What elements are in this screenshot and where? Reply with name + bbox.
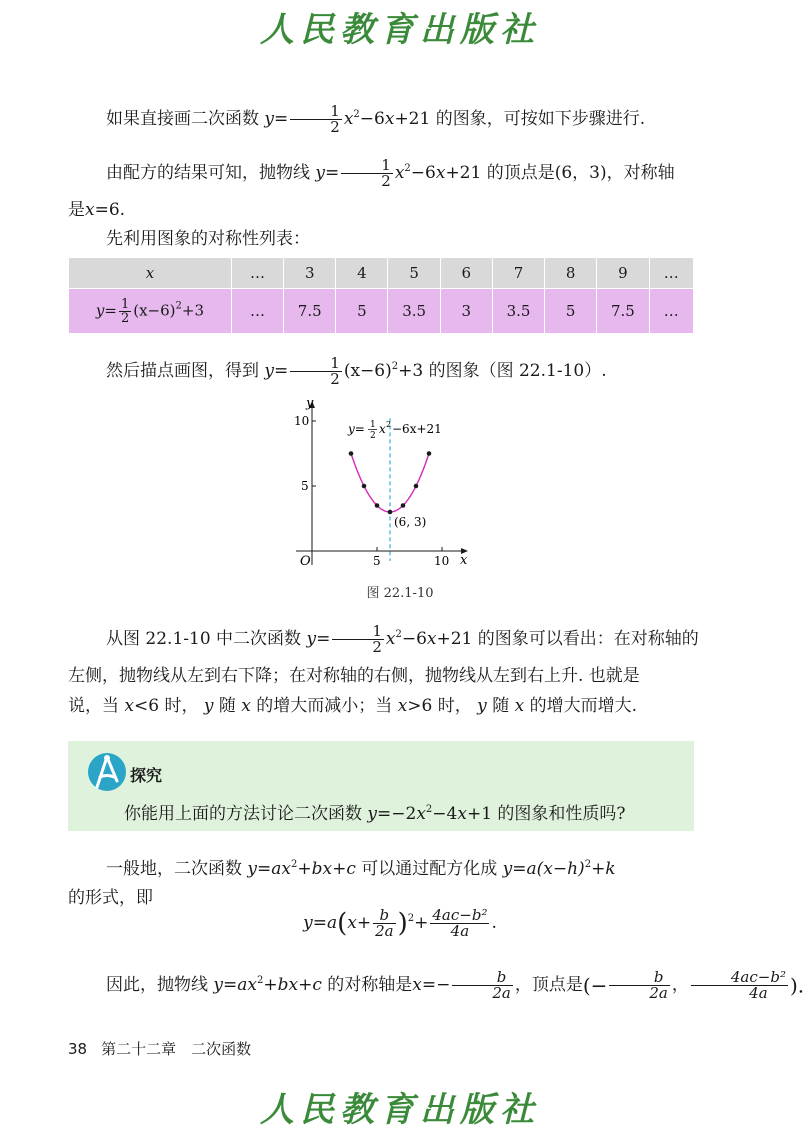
p7-comma: ，: [671, 975, 689, 995]
paragraph-7: [68, 968, 804, 1002]
table-cell: …: [231, 289, 283, 334]
table-cell: 5: [388, 258, 440, 289]
formula-close: ): [397, 908, 408, 939]
p7-f2-num: b: [609, 970, 670, 986]
p5-l3-x4: x: [514, 696, 525, 716]
table-cell: 3.5: [388, 289, 440, 334]
p2-text-after: 的顶点是(6，3)，对称轴: [486, 163, 675, 183]
p7-f3-num: 4ac−b²: [691, 970, 788, 986]
paragraph-2: [68, 158, 698, 189]
row-label-rest: (x−6): [133, 301, 176, 319]
table-cell: …: [231, 258, 283, 289]
p7-a2: y=ax: [213, 975, 257, 995]
p4-text-after: 的图象（图 22.1-10）.: [428, 361, 607, 381]
p7-f1-den: 2a: [492, 984, 511, 1002]
explore-text-before: 你能用上面的方法讨论二次函数: [124, 804, 362, 824]
value-table: [68, 257, 694, 334]
page-footer: [68, 1038, 251, 1059]
compass-icon: [86, 751, 128, 793]
p1-text-before: 如果直接画二次函数: [106, 109, 259, 129]
p7-frac-1: [452, 970, 513, 1001]
p5-text-before: 从图 22.1-10 中二次函数: [106, 629, 302, 649]
formula-f2-den: 4a: [450, 922, 470, 940]
p2-frac-num: 1: [341, 158, 393, 174]
explore-eq: =−2: [377, 804, 417, 824]
table-cell: 4: [336, 258, 388, 289]
p5-l3-e: >6 时，: [407, 696, 472, 716]
data-point: [401, 503, 406, 508]
p4-frac-den: 2: [330, 370, 340, 388]
formula-frac-2: [430, 908, 489, 939]
table-cell: 3: [440, 289, 492, 334]
row-label-fraction: [119, 298, 131, 325]
data-point: [375, 503, 380, 508]
p5-l3-c: 随: [218, 696, 236, 716]
p2-term: −6: [410, 163, 436, 183]
p6-a1: 一般地，二次函数: [106, 859, 242, 879]
p2-text-before: 由配方的结果可知，抛物线: [106, 163, 310, 183]
table-cell: 7.5: [284, 289, 336, 334]
p5-l3-x2: x: [241, 696, 251, 716]
p4-mid: (x−6): [343, 361, 392, 381]
x-tick-label: 5: [373, 554, 381, 568]
p7-a4: 的对称轴是: [327, 975, 413, 995]
formula-f1-num: b: [373, 908, 396, 924]
explore-question: [124, 799, 626, 824]
data-point: [349, 451, 354, 456]
p5-frac-num: 1: [332, 624, 384, 640]
p5-var-x: x: [385, 629, 396, 649]
p4-tail: +3: [398, 361, 424, 381]
p5-l3-d: 的增大而减小；当: [256, 696, 393, 716]
x-axis-label: x: [460, 553, 468, 568]
p7-a5: x=−: [412, 975, 451, 995]
p6-a2-exp: 2: [290, 859, 298, 870]
table-cell: 3.5: [492, 289, 544, 334]
formula-y: y: [303, 913, 313, 933]
p2-frac-den: 2: [381, 172, 391, 190]
p7-close: ).: [789, 973, 804, 998]
explore-exp: 2: [425, 804, 433, 815]
publisher-logo-bottom: 人民教育出版社: [260, 1090, 540, 1130]
p4-frac-num: 1: [290, 356, 342, 372]
p5-l3-f: 随: [492, 696, 510, 716]
explore-tail: +1: [466, 804, 493, 824]
p7-f3-den: 4a: [749, 984, 768, 1002]
paragraph-6: [68, 858, 698, 880]
p5-l3-a: 说，当: [68, 696, 119, 716]
formula-plus: +: [356, 913, 372, 933]
curve-label-tail: −6x+21: [392, 422, 442, 436]
p7-a3: +bx+c: [263, 975, 322, 995]
formula-frac-1: [373, 908, 396, 939]
p2-var-x2: x: [435, 163, 446, 183]
explore-text-after: 的图象和性质吗?: [497, 804, 626, 824]
paragraph-2-line-2: [68, 199, 698, 221]
p7-f2-den: 2a: [649, 984, 668, 1002]
table-cell: 6: [440, 258, 492, 289]
curve-label-frac-den: 2: [370, 431, 376, 441]
p6-a3: +bx+c: [297, 859, 356, 879]
p7-a6: ，顶点是: [514, 975, 583, 995]
explore-var-y: y: [367, 804, 378, 824]
p1-const: +21: [394, 109, 431, 129]
p4-var-y: y: [264, 361, 275, 381]
p5-var-x2: x: [426, 629, 437, 649]
p5-text-after: 的图象可以看出：在对称轴的: [477, 629, 699, 649]
formula-end: .: [491, 913, 497, 933]
p5-eq: =: [316, 629, 331, 649]
p7-a2-exp: 2: [256, 975, 264, 986]
p5-fraction: [332, 624, 384, 655]
data-point: [388, 510, 393, 515]
formula-f1-den: 2a: [375, 922, 394, 940]
data-point: [362, 484, 367, 489]
p2-var-x: x: [394, 163, 405, 183]
p5-exp: 2: [395, 629, 402, 640]
p1-var-y: y: [264, 109, 275, 129]
table-cell: 8: [545, 258, 597, 289]
curve-label-frac-num: 1: [370, 420, 376, 430]
formula-a: a: [326, 913, 338, 933]
p7-f1-num: b: [452, 970, 513, 986]
p4-text-before: 然后描点画图，得到: [106, 361, 259, 381]
formula-x: x: [347, 913, 357, 933]
p5-mid: −6: [401, 629, 427, 649]
parabola-graph: [282, 393, 482, 578]
p2-var-y: y: [315, 163, 326, 183]
p5-var-y: y: [306, 629, 317, 649]
p6-a5: y=a(x−h): [502, 859, 585, 879]
p2-line2-before: 是: [68, 200, 85, 220]
p2-const: +21: [445, 163, 482, 183]
p6-a2: y=ax: [247, 859, 291, 879]
table-cell: 7.5: [597, 289, 649, 334]
p5-tail: +21: [436, 629, 473, 649]
paragraph-6-line-2: 的形式，即: [68, 888, 153, 908]
p2-line2-x: x: [85, 200, 95, 220]
p7-frac-2: [609, 970, 670, 1001]
table-cell: …: [649, 258, 693, 289]
y-tick-label: 5: [301, 479, 309, 493]
paragraph-1: [68, 104, 698, 135]
data-point: [427, 451, 432, 456]
curve-label: [347, 422, 365, 436]
explore-var-x: x: [416, 804, 426, 824]
paragraph-4: [68, 356, 698, 387]
table-cell: 7: [492, 258, 544, 289]
p6-a5-exp: 2: [584, 859, 592, 870]
p2-exp: 2: [404, 163, 411, 174]
row-frac-num: 1: [120, 296, 130, 312]
p5-frac-den: 2: [372, 638, 382, 656]
table-header-label: x: [69, 258, 232, 289]
p1-text-after: 的图象，可按如下步骤进行.: [435, 109, 646, 129]
page-number: 38: [68, 1040, 88, 1058]
p1-var-x: x: [343, 109, 354, 129]
p5-l3-y2: y: [477, 696, 487, 716]
p7-a1: 因此，抛物线: [106, 975, 208, 995]
p7-frac-3: [691, 970, 788, 1001]
p5-l3-b: <6 时，: [134, 696, 199, 716]
p2-eq: =: [325, 163, 340, 183]
p2-line2-after: =6.: [94, 200, 126, 220]
paragraph-5-line-3: [68, 695, 698, 717]
p1-term: −6: [359, 109, 385, 129]
p1-eq: =: [274, 109, 289, 129]
table-value-row: [69, 289, 694, 334]
curve-label-exp: 2: [386, 420, 392, 429]
curve-label-prefix: y=: [348, 422, 365, 436]
figure-caption: 图 22.1-10: [366, 586, 434, 601]
p1-frac-num: 1: [290, 104, 342, 120]
data-point: [414, 484, 419, 489]
formula-plus2: +: [414, 913, 429, 933]
table-header-row: [69, 258, 694, 289]
p1-var-x2: x: [384, 109, 395, 129]
p2-fraction: [341, 158, 393, 189]
chapter-title: 第二十二章 二次函数: [101, 1040, 252, 1058]
vertex-label: (6, 3): [394, 515, 427, 529]
row-label-y: y: [95, 301, 105, 319]
table-cell: …: [649, 289, 693, 334]
table-cell: 9: [597, 258, 649, 289]
row-label-exp: 2: [175, 300, 182, 311]
origin-label: O: [300, 554, 311, 569]
p1-fraction: [290, 104, 342, 135]
paragraph-5: [68, 624, 698, 655]
row-label-eq: =: [104, 301, 117, 319]
y-tick-label: 10: [294, 414, 310, 428]
publisher-logo-top: 人民教育出版社: [260, 10, 540, 50]
vertex-form-formula: [0, 908, 800, 939]
explore-var-x2: x: [457, 804, 467, 824]
p5-l3-y1: y: [203, 696, 214, 716]
p5-l3-g: 的增大而增大.: [529, 696, 637, 716]
formula-exp: 2: [407, 913, 415, 924]
explore-box: [68, 741, 694, 831]
paragraph-5-line-2: 左侧，抛物线从左到右下降；在对称轴的右侧，抛物线从左到右上升. 也就是: [68, 666, 640, 686]
table-cell: 3: [284, 258, 336, 289]
p6-a4: 可以通过配方化成: [361, 859, 498, 879]
explore-title: 探究: [130, 766, 163, 785]
formula-open: (: [337, 908, 348, 939]
p1-frac-den: 2: [330, 118, 340, 136]
explore-mid: −4: [432, 804, 458, 824]
p4-fraction: [290, 356, 342, 387]
p4-exp: 2: [391, 361, 399, 372]
table-row-label: [69, 289, 232, 334]
table-cell: 5: [336, 289, 388, 334]
p4-eq: =: [274, 361, 289, 381]
table-cell: 5: [545, 289, 597, 334]
curve-label-rest: x: [379, 422, 386, 436]
formula-f2-num: 4ac−b²: [432, 906, 488, 924]
formula-eq: =: [312, 913, 327, 933]
p5-l3-x1: x: [124, 696, 134, 716]
p5-l3-x3: x: [397, 696, 408, 716]
y-axis-label: y: [306, 396, 314, 411]
paragraph-3: 先利用图象的对称性列表：: [106, 229, 310, 249]
p1-exp: 2: [353, 109, 360, 120]
p7-open: (−: [582, 973, 608, 998]
x-tick-label: 10: [434, 554, 450, 568]
p6-a6: +k: [591, 859, 616, 879]
row-label-tail: +3: [181, 301, 204, 319]
row-frac-den: 2: [120, 310, 130, 326]
